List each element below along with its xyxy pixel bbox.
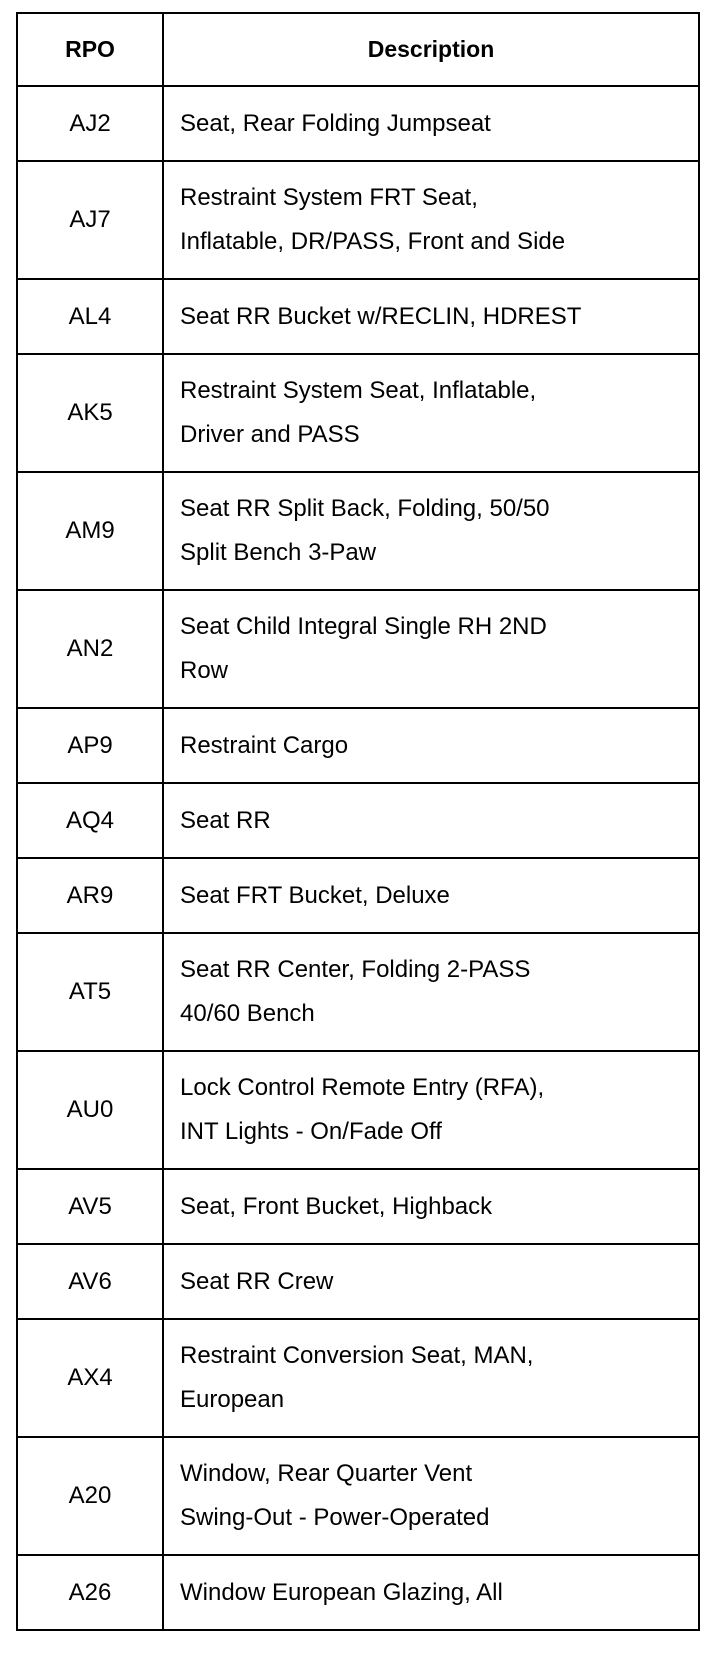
rpo-code: AL4	[17, 279, 163, 354]
header-rpo: RPO	[17, 13, 163, 86]
rpo-code: AM9	[17, 472, 163, 590]
description-line: Seat RR Split Back, Folding, 50/50	[180, 495, 550, 522]
description-line: Restraint Cargo	[180, 731, 349, 759]
table-row	[17, 472, 699, 590]
description-line: Seat Child Integral Single RH 2ND	[180, 613, 547, 640]
rpo-code: AV6	[17, 1244, 163, 1319]
description-line: Window European Glazing, All	[180, 1578, 503, 1606]
description-cell	[163, 1437, 699, 1555]
table-row	[17, 1437, 699, 1555]
description-cell	[163, 858, 699, 933]
description-cell	[163, 1244, 699, 1319]
description-line: Restraint System FRT Seat,	[180, 184, 478, 211]
rpo-code: AJ7	[17, 161, 163, 279]
description-line: Driver and PASS	[180, 421, 360, 448]
rpo-code: AJ2	[17, 86, 163, 161]
rpo-code: A26	[17, 1555, 163, 1630]
description-cell	[163, 783, 699, 858]
table-header-row	[17, 13, 699, 86]
description-line: Seat RR	[180, 806, 271, 834]
table-row	[17, 279, 699, 354]
rpo-code: AX4	[17, 1319, 163, 1437]
description-line: INT Lights - On/Fade Off	[180, 1118, 442, 1145]
table-row	[17, 590, 699, 708]
rpo-code: AU0	[17, 1051, 163, 1169]
rpo-code: AV5	[17, 1169, 163, 1244]
table-row	[17, 858, 699, 933]
rpo-code: AT5	[17, 933, 163, 1051]
description-cell	[163, 161, 699, 279]
rpo-code: AK5	[17, 354, 163, 472]
table-row	[17, 86, 699, 161]
table-row	[17, 1169, 699, 1244]
description-cell	[163, 86, 699, 161]
description-cell	[163, 708, 699, 783]
table-row	[17, 1051, 699, 1169]
description-line: Seat RR Bucket w/RECLIN, HDREST	[180, 302, 582, 330]
rpo-code: AN2	[17, 590, 163, 708]
table-row	[17, 933, 699, 1051]
description-line: Swing-Out - Power-Operated	[180, 1504, 490, 1531]
rpo-table	[16, 12, 700, 1631]
table-row	[17, 1555, 699, 1630]
table-row	[17, 161, 699, 279]
description-line: 40/60 Bench	[180, 1000, 315, 1027]
description-line: Seat, Front Bucket, Highback	[180, 1192, 493, 1220]
description-line: Restraint System Seat, Inflatable,	[180, 377, 537, 404]
description-line: Seat RR Crew	[180, 1267, 334, 1295]
description-line: Restraint Conversion Seat, MAN,	[180, 1342, 534, 1369]
table-body	[17, 86, 699, 1630]
description-line: Window, Rear Quarter Vent	[180, 1460, 473, 1487]
description-line: Seat, Rear Folding Jumpseat	[180, 109, 491, 137]
rpo-code: A20	[17, 1437, 163, 1555]
description-cell	[163, 1169, 699, 1244]
description-cell	[163, 1319, 699, 1437]
rpo-code: AQ4	[17, 783, 163, 858]
header-description: Description	[163, 13, 699, 86]
description-line: Lock Control Remote Entry (RFA),	[180, 1074, 545, 1101]
description-line: Split Bench 3-Paw	[180, 539, 377, 566]
description-line: Inflatable, DR/PASS, Front and Side	[180, 228, 566, 255]
rpo-code: AP9	[17, 708, 163, 783]
description-cell	[163, 472, 699, 590]
description-cell	[163, 279, 699, 354]
table-row	[17, 783, 699, 858]
table-row	[17, 1319, 699, 1437]
description-cell	[163, 1555, 699, 1630]
table-row	[17, 354, 699, 472]
description-cell	[163, 354, 699, 472]
description-cell	[163, 1051, 699, 1169]
description-cell	[163, 590, 699, 708]
description-cell	[163, 933, 699, 1051]
description-line: European	[180, 1386, 285, 1413]
description-line: Seat FRT Bucket, Deluxe	[180, 881, 450, 909]
description-line: Seat RR Center, Folding 2-PASS	[180, 956, 531, 983]
table-row	[17, 1244, 699, 1319]
description-line: Row	[180, 657, 229, 684]
rpo-code: AR9	[17, 858, 163, 933]
table-row	[17, 708, 699, 783]
